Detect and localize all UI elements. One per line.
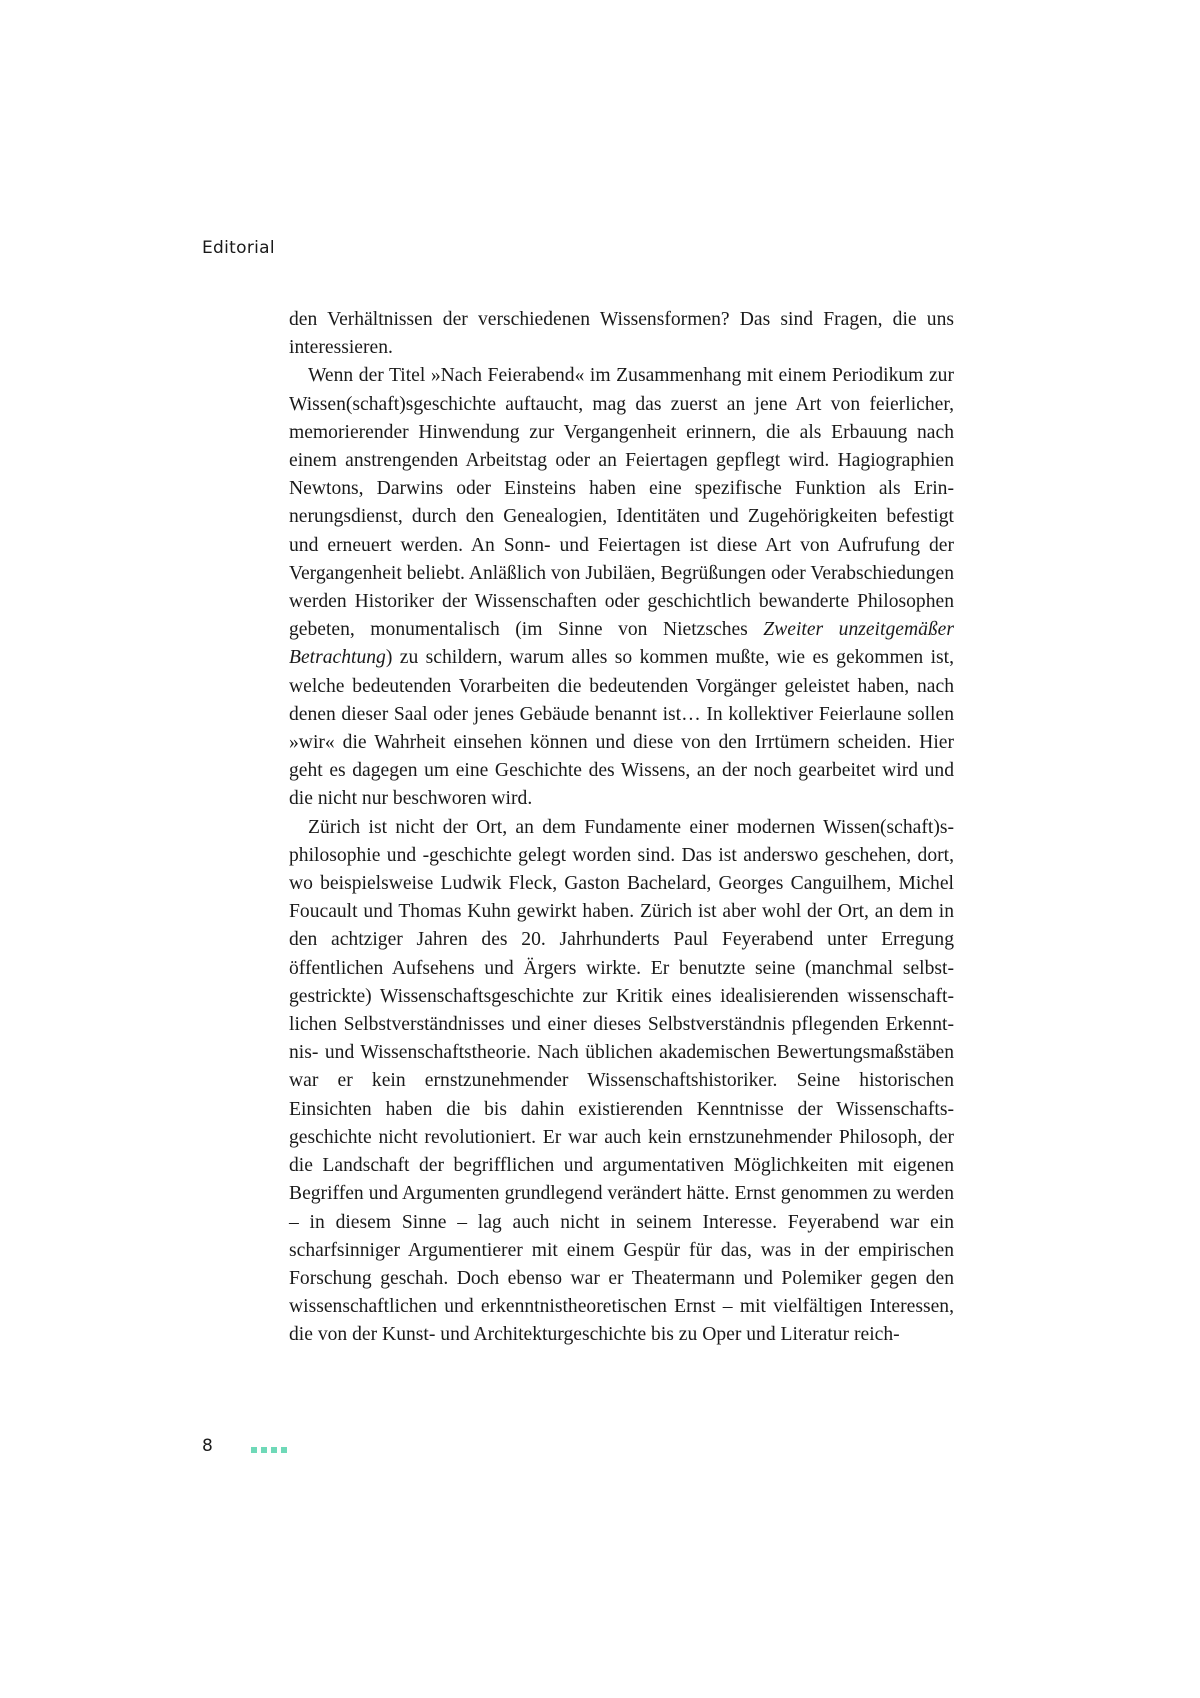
body-text: [289, 306, 954, 1350]
ornament-squares: [251, 1447, 287, 1453]
book-title-italic: Zweiter unzeitgemäßer Betrachtung: [289, 619, 955, 669]
ornament-square: [251, 1447, 257, 1453]
paragraph-2-text-b: ) zu schildern, warum alles so kommen mußte, wie es gekommen ist, welche bedeutenden Vorarbeiten die bedeutenden Vorgänger geleistet haben, nach denen dieser Saal oder jenes Gebäude benannt ist… In kollektiver Feierlaune sollen »wir« die Wahrheit einsehen können und diese von den Irrtümern scheiden. Hier geht es dagegen um eine Geschichte des Wissens, an der noch gearbeitet wird und die nicht nur beschworen wird.: [289, 647, 954, 810]
paragraph-2: [289, 362, 954, 813]
paragraph-3: Zürich ist nicht der Ort, an dem Fundamente einer modernen Wissen(schaft)sphilosophie und -geschichte gelegt worden sind. Das ist anderswo geschehen, dort, wo beispielsweise Ludwik Fleck, Gaston Bachelard, Georges Canguilhem, Michel Foucault und Thomas Kuhn gewirkt haben. Zürich ist aber wohl der Ort, an dem in den achtziger Jahren des 20. Jahrhunderts Paul Feyerabend unter Erregung öffentlichen Aufsehens und Ärgers wirkte. Er benutzte seine (manchmal selbstgestrickte) Wissenschaftsgeschichte zur Kritik eines idealisierenden wissenschaftlichen Selbstverständnisses und einer dieses Selbstverständnis pflegenden Erkenntnis- und Wissenschaftstheorie. Nach üblichen akademischen Bewertungsmaßstäben war er kein ernstzunehmender Wissenschaftshistoriker. Seine historischen Einsichten haben die bis dahin existierenden Kenntnisse der Wissenschaftsgeschichte nicht revolutioniert. Er war auch kein ernstzunehmender Philosoph, der die Landschaft der begrifflichen und argumentativen Möglichkeiten mit eigenen Begriffen und Argumenten grundlegend verändert hätte. Ernst genommen zu werden – in diesem Sinne – lag auch nicht in seinem Interesse. Feyerabend war ein scharfsinniger Argumentierer mit einem Gespür für das, was in der empirischen Forschung geschah. Doch ebenso war er Theatermann und Polemiker gegen den wissenschaftlichen und erkenntnistheoretischen Ernst – mit vielfältigen Interessen, die von der Kunst- und Architekturgeschichte bis zu Oper und Literatur reich-: [289, 816, 954, 1346]
ornament-square: [281, 1447, 287, 1453]
running-head: Editorial: [202, 238, 275, 258]
page-number: 8: [202, 1436, 213, 1456]
ornament-square: [271, 1447, 277, 1453]
paragraph-1: den Verhältnissen der verschiedenen Wissensformen? Das sind Fragen, die uns interessieren.: [289, 309, 954, 359]
paragraph-2-text-a: Wenn der Titel »Nach Feierabend« im Zusammenhang mit einem Periodikum zur Wissen(schaft)sgeschichte auftaucht, mag das zuerst an jene Art von feierlicher, memorierender Hinwendung zur Vergangenheit erinnern, die als Erbauung nach einem anstrengenden Arbeitstag oder an Feiertagen gepflegt wird. Hagiographien Newtons, Darwins oder Einsteins haben eine spezifische Funktion als Erinnerungsdienst, durch den Genealogien, Identitäten und Zugehörigkeiten befestigt und erneuert werden. An Sonn- und Feiertagen ist diese Art von Aufrufung der Vergangenheit beliebt. Anläßlich von Jubiläen, Begrüßungen oder Verabschiedungen werden Historiker der Wissenschaften oder geschichtlich bewanderte Philosophen gebeten, monumentalisch (im Sinne von Nietzsches: [289, 365, 954, 641]
ornament-square: [261, 1447, 267, 1453]
